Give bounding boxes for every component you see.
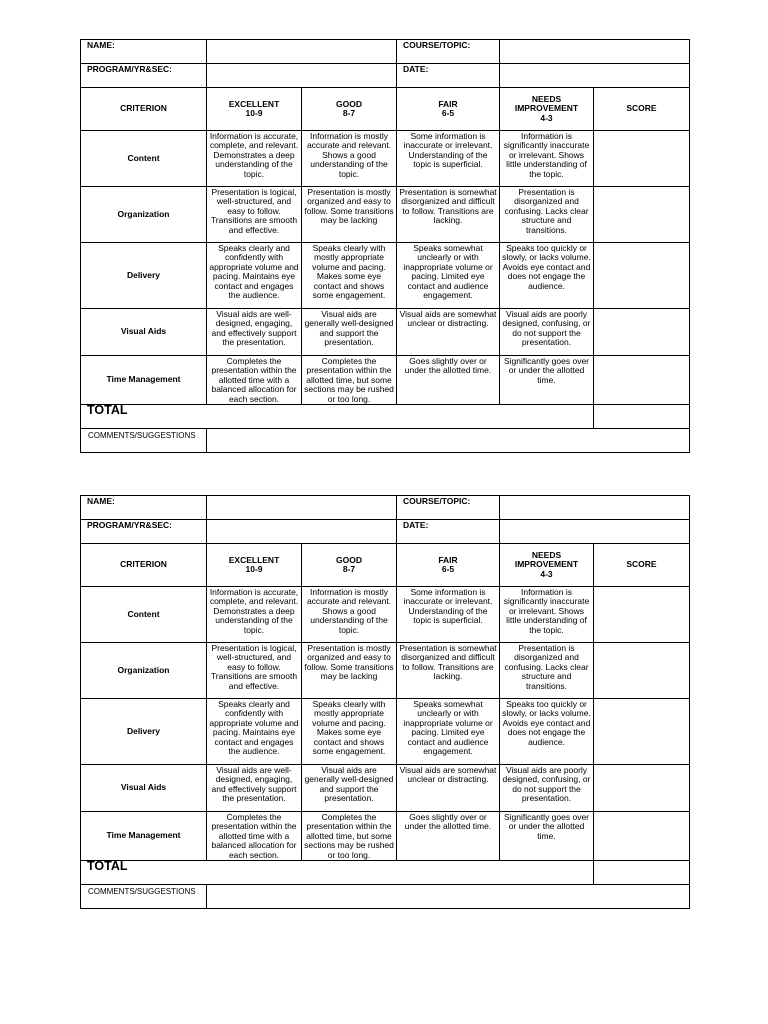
score-cell[interactable] [594, 699, 690, 765]
date-label: DATE: [397, 64, 500, 88]
fair-desc: Presentation is somewhat disorganized and difficult to follow. Transitions are lacking. [397, 643, 500, 699]
excellent-desc: Information is accurate, complete, and relevant. Demonstrates a deep understanding of the topic. [207, 131, 302, 187]
header-good [302, 88, 397, 131]
excellent-desc: Information is accurate, complete, and relevant. Demonstrates a deep understanding of the topic. [207, 587, 302, 643]
header-fair-label: FAIR [438, 554, 458, 565]
criterion-name: Organization [81, 643, 207, 699]
fair-desc: Some information is inaccurate or irrelevant. Understanding of the topic is superficial. [397, 587, 500, 643]
good-desc: Information is mostly accurate and relevant. Shows a good understanding of the topic. [302, 131, 397, 187]
header-excellent [207, 88, 302, 131]
header-needs-label: NEEDS IMPROVEMENT [514, 549, 579, 570]
name-field[interactable] [207, 496, 397, 520]
excellent-desc: Speaks clearly and confidently with appropriate volume and pacing. Maintains eye contact and engages the audience. [207, 699, 302, 765]
criterion-name: Visual Aids [81, 309, 207, 356]
total-label: TOTAL [81, 861, 594, 885]
excellent-desc: Presentation is logical, well-structured, and easy to follow. Transitions are smooth and effective. [207, 643, 302, 699]
criterion-row-content [81, 131, 690, 187]
criterion-name: Content [81, 587, 207, 643]
score-cell[interactable] [594, 187, 690, 243]
header-score: SCORE [594, 88, 690, 131]
header-excellent-label: EXCELLENT [228, 554, 280, 565]
header-excellent-label: EXCELLENT [228, 98, 280, 109]
course-topic-field[interactable] [500, 40, 690, 64]
header-good-label: GOOD [336, 98, 362, 109]
comments-field[interactable] [207, 429, 690, 453]
date-label: DATE: [397, 520, 500, 544]
fair-desc: Goes slightly over or under the allotted time. [397, 812, 500, 861]
excellent-desc: Speaks clearly and confidently with appropriate volume and pacing. Maintains eye contact and engages the audience. [207, 243, 302, 309]
good-desc: Presentation is mostly organized and easy to follow. Some transitions may be lacking [302, 643, 397, 699]
header-fair-range: 6-5 [441, 108, 455, 118]
needs-desc: Significantly goes over or under the allotted time. [500, 356, 594, 405]
header-needs-improvement [500, 544, 594, 587]
header-good [302, 544, 397, 587]
needs-desc: Information is significantly inaccurate or irrelevant. Shows little understanding of the topic. [500, 587, 594, 643]
score-cell[interactable] [594, 643, 690, 699]
rubric-table [80, 39, 690, 453]
criterion-row-delivery [81, 243, 690, 309]
needs-desc: Speaks too quickly or slowly, or lacks volume. Avoids eye contact and does not engage the audience. [500, 699, 594, 765]
header-needs-range: 4-3 [540, 568, 553, 579]
score-cell[interactable] [594, 131, 690, 187]
header-fair [397, 88, 500, 131]
good-desc: Visual aids are generally well-designed and support the presentation. [302, 309, 397, 356]
score-cell[interactable] [594, 765, 690, 812]
good-desc: Visual aids are generally well-designed and support the presentation. [302, 765, 397, 812]
needs-desc: Presentation is disorganized and confusing. Lacks clear structure and transitions. [500, 187, 594, 243]
name-label: NAME: [81, 40, 207, 64]
criterion-name: Time Management [81, 812, 207, 861]
score-cell[interactable] [594, 309, 690, 356]
fair-desc: Some information is inaccurate or irrelevant. Understanding of the topic is superficial. [397, 131, 500, 187]
good-desc: Speaks clearly with mostly appropriate volume and pacing. Makes some eye contact and shows some engagement. [302, 243, 397, 309]
course-topic-label: COURSE/TOPIC: [397, 40, 500, 64]
date-field[interactable] [500, 520, 690, 544]
name-label: NAME: [81, 496, 207, 520]
fair-desc: Visual aids are somewhat unclear or distracting. [397, 309, 500, 356]
criterion-name: Time Management [81, 356, 207, 405]
rubric-table [80, 495, 690, 909]
good-desc: Presentation is mostly organized and easy to follow. Some transitions may be lacking [302, 187, 397, 243]
comments-field[interactable] [207, 885, 690, 909]
excellent-desc: Completes the presentation within the allotted time with a balanced allocation for each section. [207, 812, 302, 861]
good-desc: Completes the presentation within the allotted time, but some sections may be rushed or too long. [302, 356, 397, 405]
course-topic-label: COURSE/TOPIC: [397, 496, 500, 520]
header-good-label: GOOD [336, 554, 362, 565]
good-desc: Information is mostly accurate and relevant. Shows a good understanding of the topic. [302, 587, 397, 643]
fair-desc: Speaks somewhat unclearly or with inappropriate volume or pacing. Limited eye contact and audience engagement. [397, 699, 500, 765]
excellent-desc: Presentation is logical, well-structured, and easy to follow. Transitions are smooth and effective. [207, 187, 302, 243]
total-label: TOTAL [81, 405, 594, 429]
program-field[interactable] [207, 520, 397, 544]
program-label: PROGRAM/YR&SEC: [81, 64, 207, 88]
header-criterion: CRITERION [81, 88, 207, 131]
score-cell[interactable] [594, 587, 690, 643]
fair-desc: Presentation is somewhat disorganized and difficult to follow. Transitions are lacking. [397, 187, 500, 243]
needs-desc: Presentation is disorganized and confusing. Lacks clear structure and transitions. [500, 643, 594, 699]
course-topic-field[interactable] [500, 496, 690, 520]
score-cell[interactable] [594, 243, 690, 309]
needs-desc: Information is significantly inaccurate or irrelevant. Shows little understanding of the topic. [500, 131, 594, 187]
name-field[interactable] [207, 40, 397, 64]
criterion-name: Visual Aids [81, 765, 207, 812]
excellent-desc: Completes the presentation within the allotted time with a balanced allocation for each section. [207, 356, 302, 405]
criterion-name: Content [81, 131, 207, 187]
needs-desc: Visual aids are poorly designed, confusing, or do not support the presentation. [500, 765, 594, 812]
score-cell[interactable] [594, 356, 690, 405]
needs-desc: Speaks too quickly or slowly, or lacks volume. Avoids eye contact and does not engage the audience. [500, 243, 594, 309]
good-desc: Completes the presentation within the allotted time, but some sections may be rushed or too long. [302, 812, 397, 861]
program-label: PROGRAM/YR&SEC: [81, 520, 207, 544]
header-criterion: CRITERION [81, 544, 207, 587]
needs-desc: Visual aids are poorly designed, confusing, or do not support the presentation. [500, 309, 594, 356]
criterion-row-content [81, 587, 690, 643]
program-field[interactable] [207, 64, 397, 88]
total-score-cell[interactable] [594, 861, 690, 885]
needs-desc: Significantly goes over or under the allotted time. [500, 812, 594, 861]
total-score-cell[interactable] [594, 405, 690, 429]
header-fair-range: 6-5 [441, 564, 455, 574]
criterion-row-time-management [81, 812, 690, 861]
header-needs-improvement [500, 88, 594, 131]
date-field[interactable] [500, 64, 690, 88]
criterion-row-organization [81, 643, 690, 699]
fair-desc: Goes slightly over or under the allotted time. [397, 356, 500, 405]
header-excellent [207, 544, 302, 587]
criterion-row-delivery [81, 699, 690, 765]
header-score: SCORE [594, 544, 690, 587]
criterion-name: Organization [81, 187, 207, 243]
criterion-row-visual-aids [81, 765, 690, 812]
header-fair [397, 544, 500, 587]
criterion-row-time-management [81, 356, 690, 405]
header-fair-label: FAIR [438, 98, 458, 109]
header-excellent-range: 10-9 [245, 108, 263, 118]
criterion-name: Delivery [81, 243, 207, 309]
comments-label: COMMENTS/SUGGESTIONS [81, 429, 207, 453]
comments-label: COMMENTS/SUGGESTIONS [81, 885, 207, 909]
criterion-name: Delivery [81, 699, 207, 765]
score-cell[interactable] [594, 812, 690, 861]
header-good-range: 8-7 [342, 564, 356, 574]
header-excellent-range: 10-9 [245, 564, 263, 574]
header-needs-range: 4-3 [540, 112, 553, 123]
excellent-desc: Visual aids are well-designed, engaging, and effectively support the presentation. [207, 765, 302, 812]
criterion-row-organization [81, 187, 690, 243]
header-good-range: 8-7 [342, 108, 356, 118]
criterion-row-visual-aids [81, 309, 690, 356]
good-desc: Speaks clearly with mostly appropriate volume and pacing. Makes some eye contact and shows some engagement. [302, 699, 397, 765]
header-needs-label: NEEDS IMPROVEMENT [514, 93, 579, 114]
fair-desc: Speaks somewhat unclearly or with inappropriate volume or pacing. Limited eye contact and audience engagement. [397, 243, 500, 309]
fair-desc: Visual aids are somewhat unclear or distracting. [397, 765, 500, 812]
excellent-desc: Visual aids are well-designed, engaging, and effectively support the presentation. [207, 309, 302, 356]
